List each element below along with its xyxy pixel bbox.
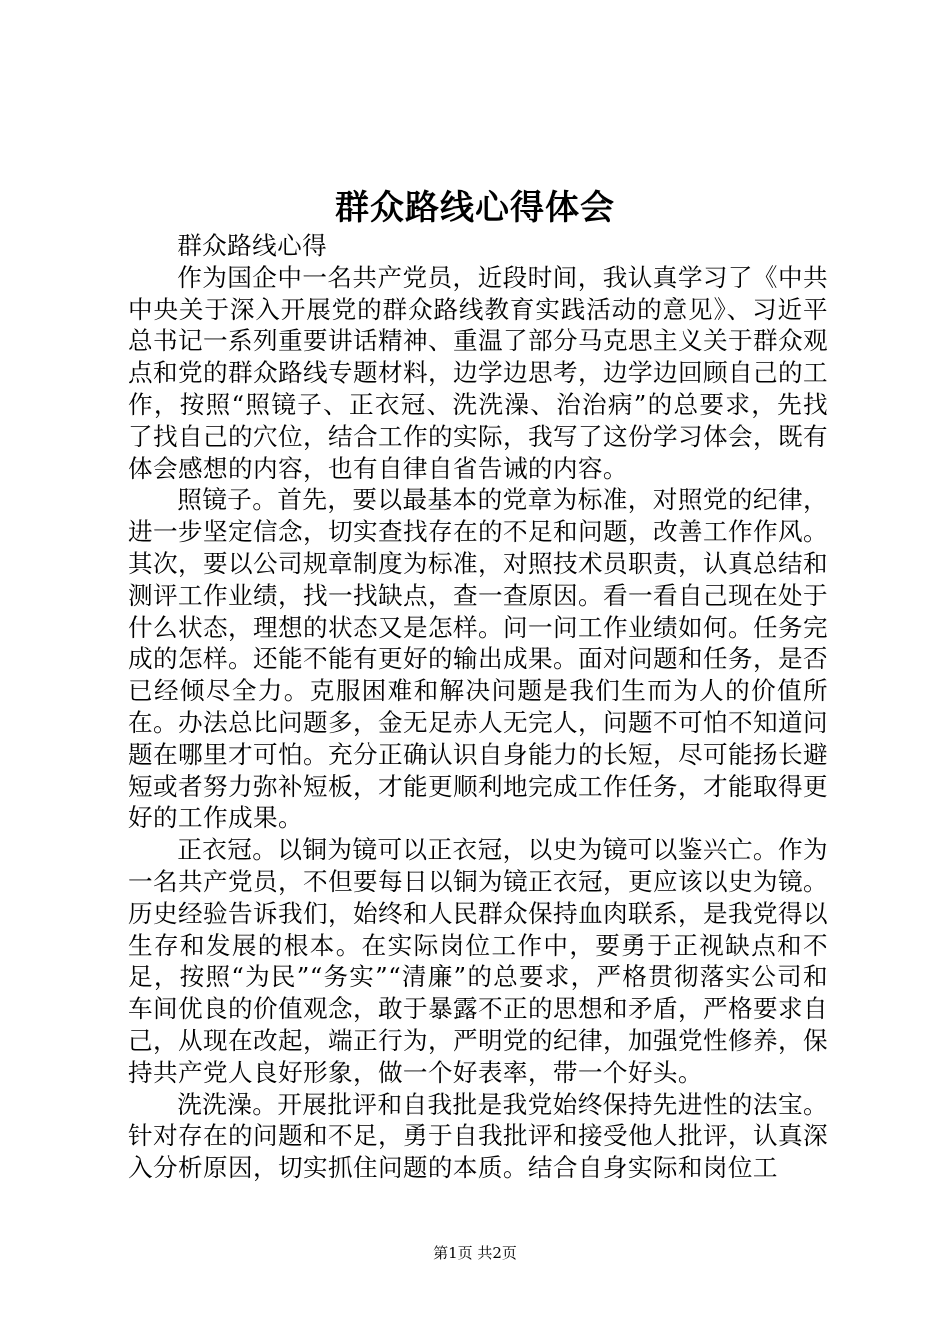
paragraph-mirror: 照镜子。首先，要以最基本的党章为标准，对照党的纪律，进一步坚定信念，切实查找存在的不足和问题，改善工作作风。其次，要以公司规章制度为标准，对照技术员职责，认真总结和测评工作业绩，找一找缺点，查一查原因。看一看自己现在处于什么状态，理想的状态又是怎样。问一问工作业绩如何。任务完成的怎样。还能不能有更好的输出成果。面对问题和任务，是否已经倾尽全力。克服困难和解决问题是我们生而为人的价值所在。办法总比问题多，金无足赤人无完人，问题不可怕不知道问题在哪里才可怕。充分正确认识自身能力的长短，尽可能扬长避短或者努力弥补短板，才能更顺利地完成工作任务，才能取得更好的工作成果。	[128, 485, 828, 833]
paragraph-attire: 正衣冠。以铜为镜可以正衣冠，以史为镜可以鉴兴亡。作为一名共产党员，不但要每日以铜为镜正衣冠，更应该以史为镜。历史经验告诉我们，始终和人民群众保持血肉联系，是我党得以生存和发展的根本。在实际岗位工作中，要勇于正视缺点和不足，按照“为民”“务实”“清廉”的总要求，严格贯彻落实公司和车间优良的价值观念，敢于暴露不正的思想和矛盾，严格要求自己，从现在改起，端正行为，严明党的纪律，加强党性修养，保持共产党人良好形象，做一个好表率，带一个好头。	[128, 835, 828, 1087]
paragraph-subtitle: 群众路线心得	[177, 231, 328, 260]
document-title: 群众路线心得体会	[335, 188, 615, 228]
page-footer: 第1页 共2页	[433, 1244, 517, 1262]
paragraph-bath: 洗洗澡。开展批评和自我批是我党始终保持先进性的法宝。针对存在的问题和不足，勇于自我批评和接受他人批评，认真深入分析原因，切实抓住问题的本质。结合自身实际和岗位工	[128, 1089, 828, 1183]
paragraph-intro: 作为国企中一名共产党员，近段时间，我认真学习了《中共中央关于深入开展党的群众路线教育实践活动的意见》、习近平总书记一系列重要讲话精神、重温了部分马克思主义关于群众观点和党的群众路线专题材料，边学边思考，边学边回顾自己的工作，按照“照镜子、正衣冠、洗洗澡、治治病”的总要求，先找了找自己的穴位，结合工作的实际，我写了这份学习体会，既有体会感想的内容，也有自律自省告诫的内容。	[128, 262, 828, 483]
document-body	[128, 230, 828, 1184]
